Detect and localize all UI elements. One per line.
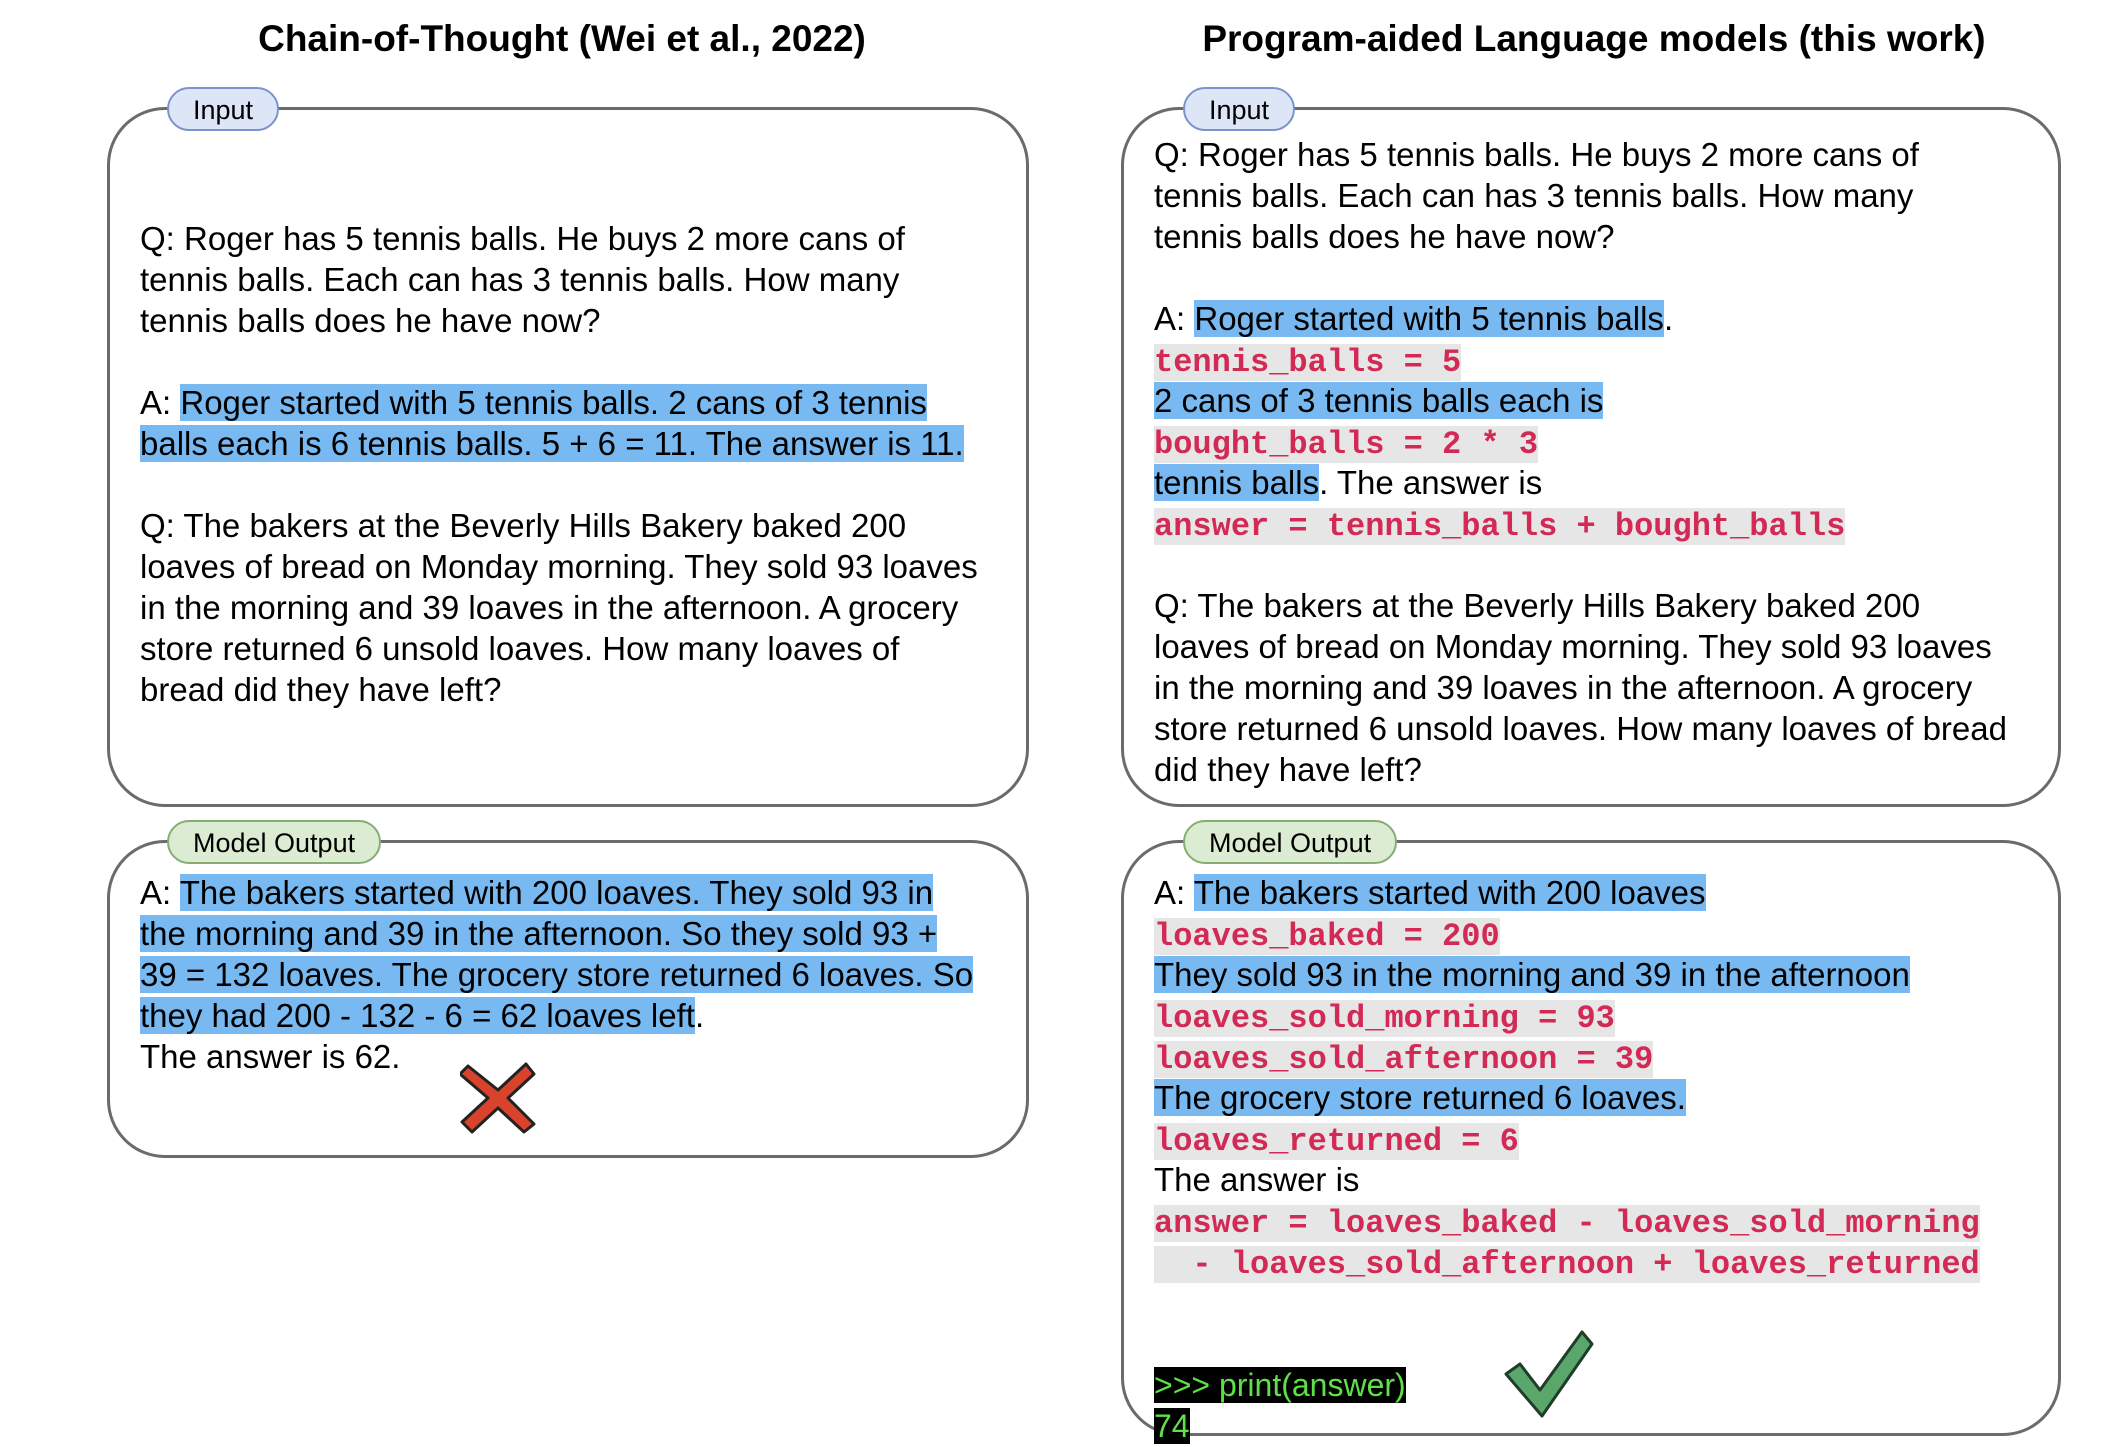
plain-text: Q: The bakers at the Beverly Hills Bakery baked 200 (140, 507, 907, 544)
highlighted-text: The bakers started with 200 loaves. They sold 93 in (179, 874, 934, 911)
code-text: - loaves_sold_afternoon + loaves_returned (1154, 1246, 1980, 1283)
text-line (140, 669, 978, 710)
plain-text: store returned 6 unsold loaves. How many loaves of (140, 630, 900, 667)
highlighted-text: Roger started with 5 tennis balls. 2 cans of 3 tennis (180, 384, 927, 421)
pal-output-tag: Model Output (1183, 820, 1397, 864)
text-line (140, 546, 978, 587)
text-line (1154, 954, 1980, 995)
code-text: loaves_returned = 6 (1154, 1123, 1519, 1160)
highlighted-text: the morning and 39 in the afternoon. So they sold 93 + (140, 915, 938, 952)
plain-text: . (1663, 300, 1674, 337)
plain-text: loaves of bread on Monday morning. They sold 93 loaves (140, 548, 978, 585)
plain-text: Q: Roger has 5 tennis balls. He buys 2 more cans of (140, 220, 905, 257)
plain-text: . (694, 997, 705, 1034)
plain-text: loaves of bread on Monday morning. They sold 93 loaves (1154, 628, 1992, 665)
text-line (1154, 749, 2007, 790)
cot-input-text (140, 218, 978, 710)
text-line (140, 464, 978, 505)
plain-text: The answer is 62. (140, 1038, 401, 1075)
text-line (140, 1036, 973, 1077)
cross-icon (460, 1062, 536, 1134)
plain-text: A: (1154, 874, 1194, 911)
terminal-text: >>> print(answer) (1154, 1367, 1406, 1403)
text-line (1154, 216, 2007, 257)
highlighted-text: 39 = 132 loaves. The grocery store returned 6 loaves. So (140, 956, 974, 993)
pal-input-text (1154, 134, 2007, 790)
code-text: bought_balls = 2 * 3 (1154, 426, 1539, 463)
text-line (140, 954, 973, 995)
text-line (1154, 626, 2007, 667)
pal-column-title: Program-aided Language models (this work) (1202, 18, 1986, 59)
text-line (140, 382, 978, 423)
text-line (1154, 257, 2007, 298)
text-line (1154, 339, 2007, 380)
highlighted-text: They sold 93 in the morning and 39 in the afternoon (1154, 956, 1910, 993)
highlighted-text: tennis balls (1154, 464, 1320, 501)
code-text: loaves_sold_afternoon = 39 (1154, 1041, 1654, 1078)
text-line (1154, 544, 2007, 585)
text-line (1154, 298, 2007, 339)
plain-text: tennis balls does he have now? (1154, 218, 1615, 255)
plain-text: tennis balls does he have now? (140, 302, 601, 339)
cot-column-title: Chain-of-Thought (Wei et al., 2022) (258, 18, 866, 59)
plain-text: store returned 6 unsold loaves. How many loaves of bread (1154, 710, 2007, 747)
terminal-text: 74 (1154, 1408, 1190, 1444)
plain-text: did they have left? (1154, 751, 1422, 788)
text-line (1154, 1241, 1980, 1282)
text-line (1154, 872, 1980, 913)
pal-input-tag: Input (1183, 87, 1295, 131)
plain-text: tennis balls. Each can has 3 tennis balls. How many (1154, 177, 1914, 214)
plain-text: . The answer is (1319, 464, 1543, 501)
text-line (1154, 380, 2007, 421)
text-line (1154, 462, 2007, 503)
text-line (1154, 421, 2007, 462)
text-line (140, 872, 973, 913)
text-line (140, 505, 978, 546)
cot-input-tag: Input (167, 87, 279, 131)
text-line (140, 423, 978, 464)
plain-text: in the morning and 39 loaves in the afternoon. A grocery (140, 589, 959, 626)
plain-text: The answer is (1154, 1161, 1360, 1198)
plain-text: bread did they have left? (140, 671, 502, 708)
text-line (1154, 1159, 1980, 1200)
text-line (1154, 175, 2007, 216)
plain-text: Q: The bakers at the Beverly Hills Bakery baked 200 (1154, 587, 1921, 624)
highlighted-text: Roger started with 5 tennis balls (1194, 300, 1664, 337)
text-line (140, 300, 978, 341)
highlighted-text: The bakers started with 200 loaves (1193, 874, 1706, 911)
plain-text: A: (140, 384, 181, 421)
highlighted-text: 2 cans of 3 tennis balls each is (1154, 382, 1604, 419)
text-line (1154, 503, 2007, 544)
text-line (1154, 1036, 1980, 1077)
plain-text: A: (1154, 300, 1195, 337)
highlighted-text: The grocery store returned 6 loaves. (1154, 1079, 1686, 1116)
plain-text: tennis balls. Each can has 3 tennis balls. How many (140, 261, 900, 298)
text-line (140, 587, 978, 628)
code-text: loaves_sold_morning = 93 (1154, 1000, 1615, 1037)
plain-text: in the morning and 39 loaves in the afternoon. A grocery (1154, 669, 1973, 706)
text-line (140, 913, 973, 954)
text-line (140, 628, 978, 669)
text-line (1154, 1077, 1980, 1118)
text-line (1154, 1200, 1980, 1241)
text-line (1154, 995, 1980, 1036)
highlighted-text: balls each is 6 tennis balls. 5 + 6 = 11. The answer is 11. (140, 425, 964, 462)
plain-text: Q: Roger has 5 tennis balls. He buys 2 more cans of (1154, 136, 1919, 173)
check-icon (1502, 1328, 1594, 1420)
code-text: tennis_balls = 5 (1154, 344, 1462, 381)
cot-output-tag: Model Output (167, 820, 381, 864)
cot-output-text (140, 872, 973, 1077)
code-text: answer = loaves_baked - loaves_sold_morning (1154, 1205, 1980, 1242)
code-text: answer = tennis_balls + bought_balls (1154, 508, 1846, 545)
plain-text: A: (140, 874, 180, 911)
text-line (1154, 585, 2007, 626)
text-line (1154, 708, 2007, 749)
code-text: loaves_baked = 200 (1154, 918, 1500, 955)
text-line (140, 259, 978, 300)
text-line (140, 341, 978, 382)
text-line (140, 218, 978, 259)
text-line (1154, 134, 2007, 175)
text-line (140, 995, 973, 1036)
text-line (1154, 1118, 1980, 1159)
text-line (1154, 1282, 1980, 1323)
text-line (1154, 667, 2007, 708)
text-line (1154, 913, 1980, 954)
highlighted-text: they had 200 - 132 - 6 = 62 loaves left (140, 997, 695, 1034)
